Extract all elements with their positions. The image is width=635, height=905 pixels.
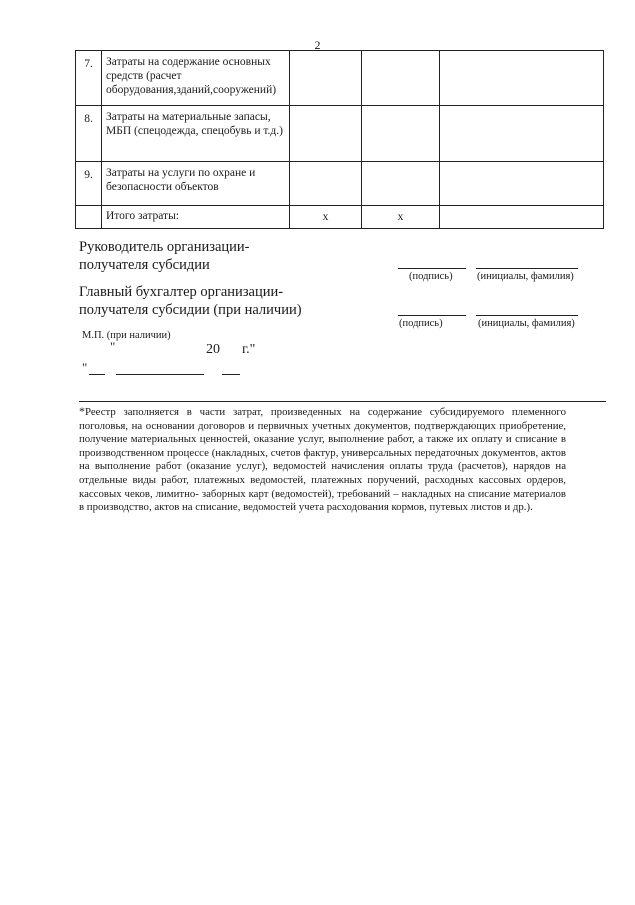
table-cell bbox=[440, 162, 604, 206]
table-row bbox=[76, 162, 604, 206]
head-signature-line[interactable] bbox=[398, 268, 466, 269]
row-description: Затраты на материальные запасы, МБП (спецодежда, спецобувь и т.д.) bbox=[102, 106, 290, 162]
table-cell bbox=[440, 106, 604, 162]
table-cell bbox=[440, 206, 604, 229]
footnote-text: Реестр заполняется в части затрат, произведенных на содержание субсидируемого племенного поголовья, на основании договоров и первичных учетных документов, подтверждающих приобретение, получение материальных ценностей, оказание услуг, выполнение работ, а также их оплату и списание в производственном процессе (накладных, счетов фактур, универсальных передаточных документов, актов на выполнение работ (оказание услуг), ведомостей начисления оплаты труда (расчетов), нарядов на отдельные виды работ, платежных ведомостей, платежных поручений, расходных кассовых ордеров, кассовых чеков, лимитно- заборных карт (ведомостей), требований – накладных на списание материалов в производство, актов на списание, ведомостей учета расходования кормов, путевых листов и др.). bbox=[79, 406, 566, 514]
accountant-title-line2: получателя субсидии (при наличии) bbox=[79, 302, 302, 318]
page-number: 2 bbox=[314, 38, 321, 52]
date-quote-left: " bbox=[82, 360, 88, 375]
accountant-title-line1: Главный бухгалтер организации- bbox=[79, 284, 284, 300]
stamp-label: М.П. (при наличии) bbox=[82, 330, 171, 341]
date-month-line[interactable] bbox=[116, 374, 204, 375]
head-title-line1: Руководитель организации- bbox=[79, 239, 250, 255]
table-cell bbox=[362, 51, 440, 106]
date-day-line[interactable] bbox=[89, 374, 105, 375]
footnote-divider bbox=[79, 401, 606, 402]
row-number: 9. bbox=[76, 162, 102, 206]
row-description: Затраты на содержание основных средств (расчет оборудования,зданий,сооружений) bbox=[102, 51, 290, 106]
head-name-line[interactable] bbox=[476, 268, 578, 269]
row-number: 8. bbox=[76, 106, 102, 162]
table-cell bbox=[440, 51, 604, 106]
table-row bbox=[76, 51, 604, 106]
table-cell bbox=[362, 106, 440, 162]
table-cell bbox=[290, 106, 362, 162]
total-mark: х bbox=[290, 206, 362, 229]
row-number: 7. bbox=[76, 51, 102, 106]
accountant-name-line[interactable] bbox=[476, 315, 578, 316]
accountant-signature-caption: (подпись) bbox=[399, 318, 443, 329]
table-row bbox=[76, 106, 604, 162]
accountant-name-caption: (инициалы, фамилия) bbox=[478, 318, 575, 329]
row-description: Затраты на услуги по охране и безопасности объектов bbox=[102, 162, 290, 206]
footnote bbox=[79, 405, 566, 515]
date-year-line[interactable] bbox=[222, 374, 240, 375]
table-cell bbox=[290, 162, 362, 206]
accountant-signature-line[interactable] bbox=[398, 315, 466, 316]
total-label: Итого затраты: bbox=[102, 206, 290, 229]
footnote-marker: * bbox=[79, 404, 85, 418]
table-cell bbox=[290, 51, 362, 106]
costs-table bbox=[75, 50, 604, 229]
total-mark: х bbox=[362, 206, 440, 229]
head-name-caption: (инициалы, фамилия) bbox=[477, 271, 574, 282]
table-row-total bbox=[76, 206, 604, 229]
date-quote-open: " bbox=[110, 339, 116, 354]
head-signature-caption: (подпись) bbox=[409, 271, 453, 282]
table-cell bbox=[362, 162, 440, 206]
date-year-prefix: 20 bbox=[206, 342, 220, 357]
table-cell bbox=[76, 206, 102, 229]
date-year-suffix: г." bbox=[242, 342, 256, 357]
head-title-line2: получателя субсидии bbox=[79, 257, 210, 273]
